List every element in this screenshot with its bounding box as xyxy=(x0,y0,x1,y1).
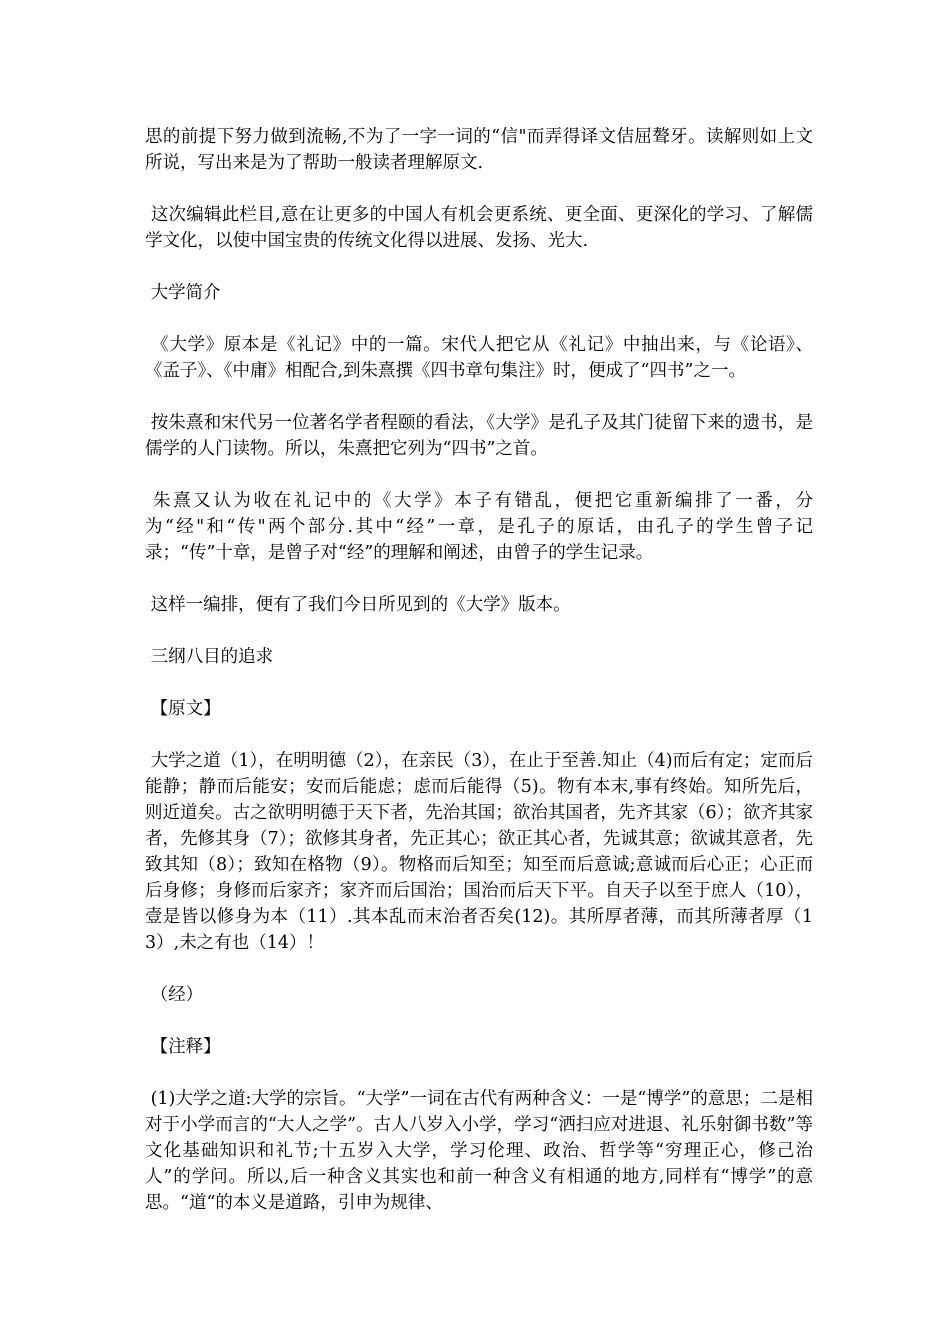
label-jing: （经） xyxy=(145,985,204,1005)
section-heading-daxue-intro: 大学简介 xyxy=(145,283,221,303)
label-original-text: 【原文】 xyxy=(145,699,221,719)
document-page xyxy=(145,124,813,1242)
paragraph-jing-zhuan: 朱熹又认为收在礼记中的《大学》本子有错乱，便把它重新编排了一番，分为“经"和“传"两个部分.其中“经”一章，是孔子的原话，由孔子的学生曾子记录；“传”十章，是曾子对“经”的理解和阐述，由曾子的学生记录。 xyxy=(145,491,813,563)
paragraph-original-text: 大学之道（1），在明明德（2），在亲民（3），在止于至善.知止（4)而后有定；定而后能静；静而后能安；安而后能虑；虑而后能得（5)。物有本末,事有终始。知所先后，则近道矣。古之欲明明德于天下者，先治其国；欲治其国者，先齐其家（6）；欲齐其家者，先修其身（7）；欲修其身者，先正其心；欲正其心者，先诚其意；欲诚其意者，先致其知（8）；致知在格物（9）。物格而后知至；知至而后意诚;意诚而后心正；心正而后身修；身修而后家齐；家齐而后国治；国治而后天下平。自天子以至于庶人（10），壹是皆以修身为本（11）.其本乱而末治者否矣(12)。其所厚者薄，而其所薄者厚（13）,未之有也（14）！ xyxy=(145,751,813,953)
paragraph-translation-principle: 思的前提下努力做到流畅,不为了一字一词的“信"而弄得译文佶屈聱牙。读解则如上文所说，写出来是为了帮助一般读者理解原文. xyxy=(145,127,813,173)
paragraph-annotation-1: (1)大学之道:大学的宗旨。“大学”一词在古代有两种含义：一是“博学”的意思；二是相对于小学而言的“大人之学”。古人八岁入小学，学习“洒扫应对进退、礼乐射御书数”等文化基础知识和礼节;十五岁入大学，学习伦理、政治、哲学等“穷理正心，修己治人”的学问。所以,后一种含义其实也和前一种含义有相通的地方,同样有“博学”的意思。“道“的本义是道路，引申为规律、 xyxy=(145,1089,813,1213)
label-annotations: 【注释】 xyxy=(145,1037,221,1057)
paragraph-daxue-origin: 《大学》原本是《礼记》中的一篇。宋代人把它从《礼记》中抽出来，与《论语》、《孟子》、《中庸》相配合,到朱熹撰《四书章句集注》时，便成了“四书”之一。 xyxy=(145,335,813,381)
paragraph-edition: 这样一编排，便有了我们今日所见到的《大学》版本。 xyxy=(145,595,571,615)
paragraph-column-purpose: 这次编辑此栏目,意在让更多的中国人有机会更系统、更全面、更深化的学习、了解儒学文化，以使中国宝贵的传统文化得以进展、发扬、光大. xyxy=(145,205,813,251)
section-heading-three-eight: 三纲八目的追求 xyxy=(145,647,274,667)
paragraph-zhuxi-view: 按朱熹和宋代另一位著名学者程颐的看法，《大学》是孔子及其门徒留下来的遗书，是儒学的人门读物。所以，朱熹把它列为“四书”之首。 xyxy=(145,413,813,459)
